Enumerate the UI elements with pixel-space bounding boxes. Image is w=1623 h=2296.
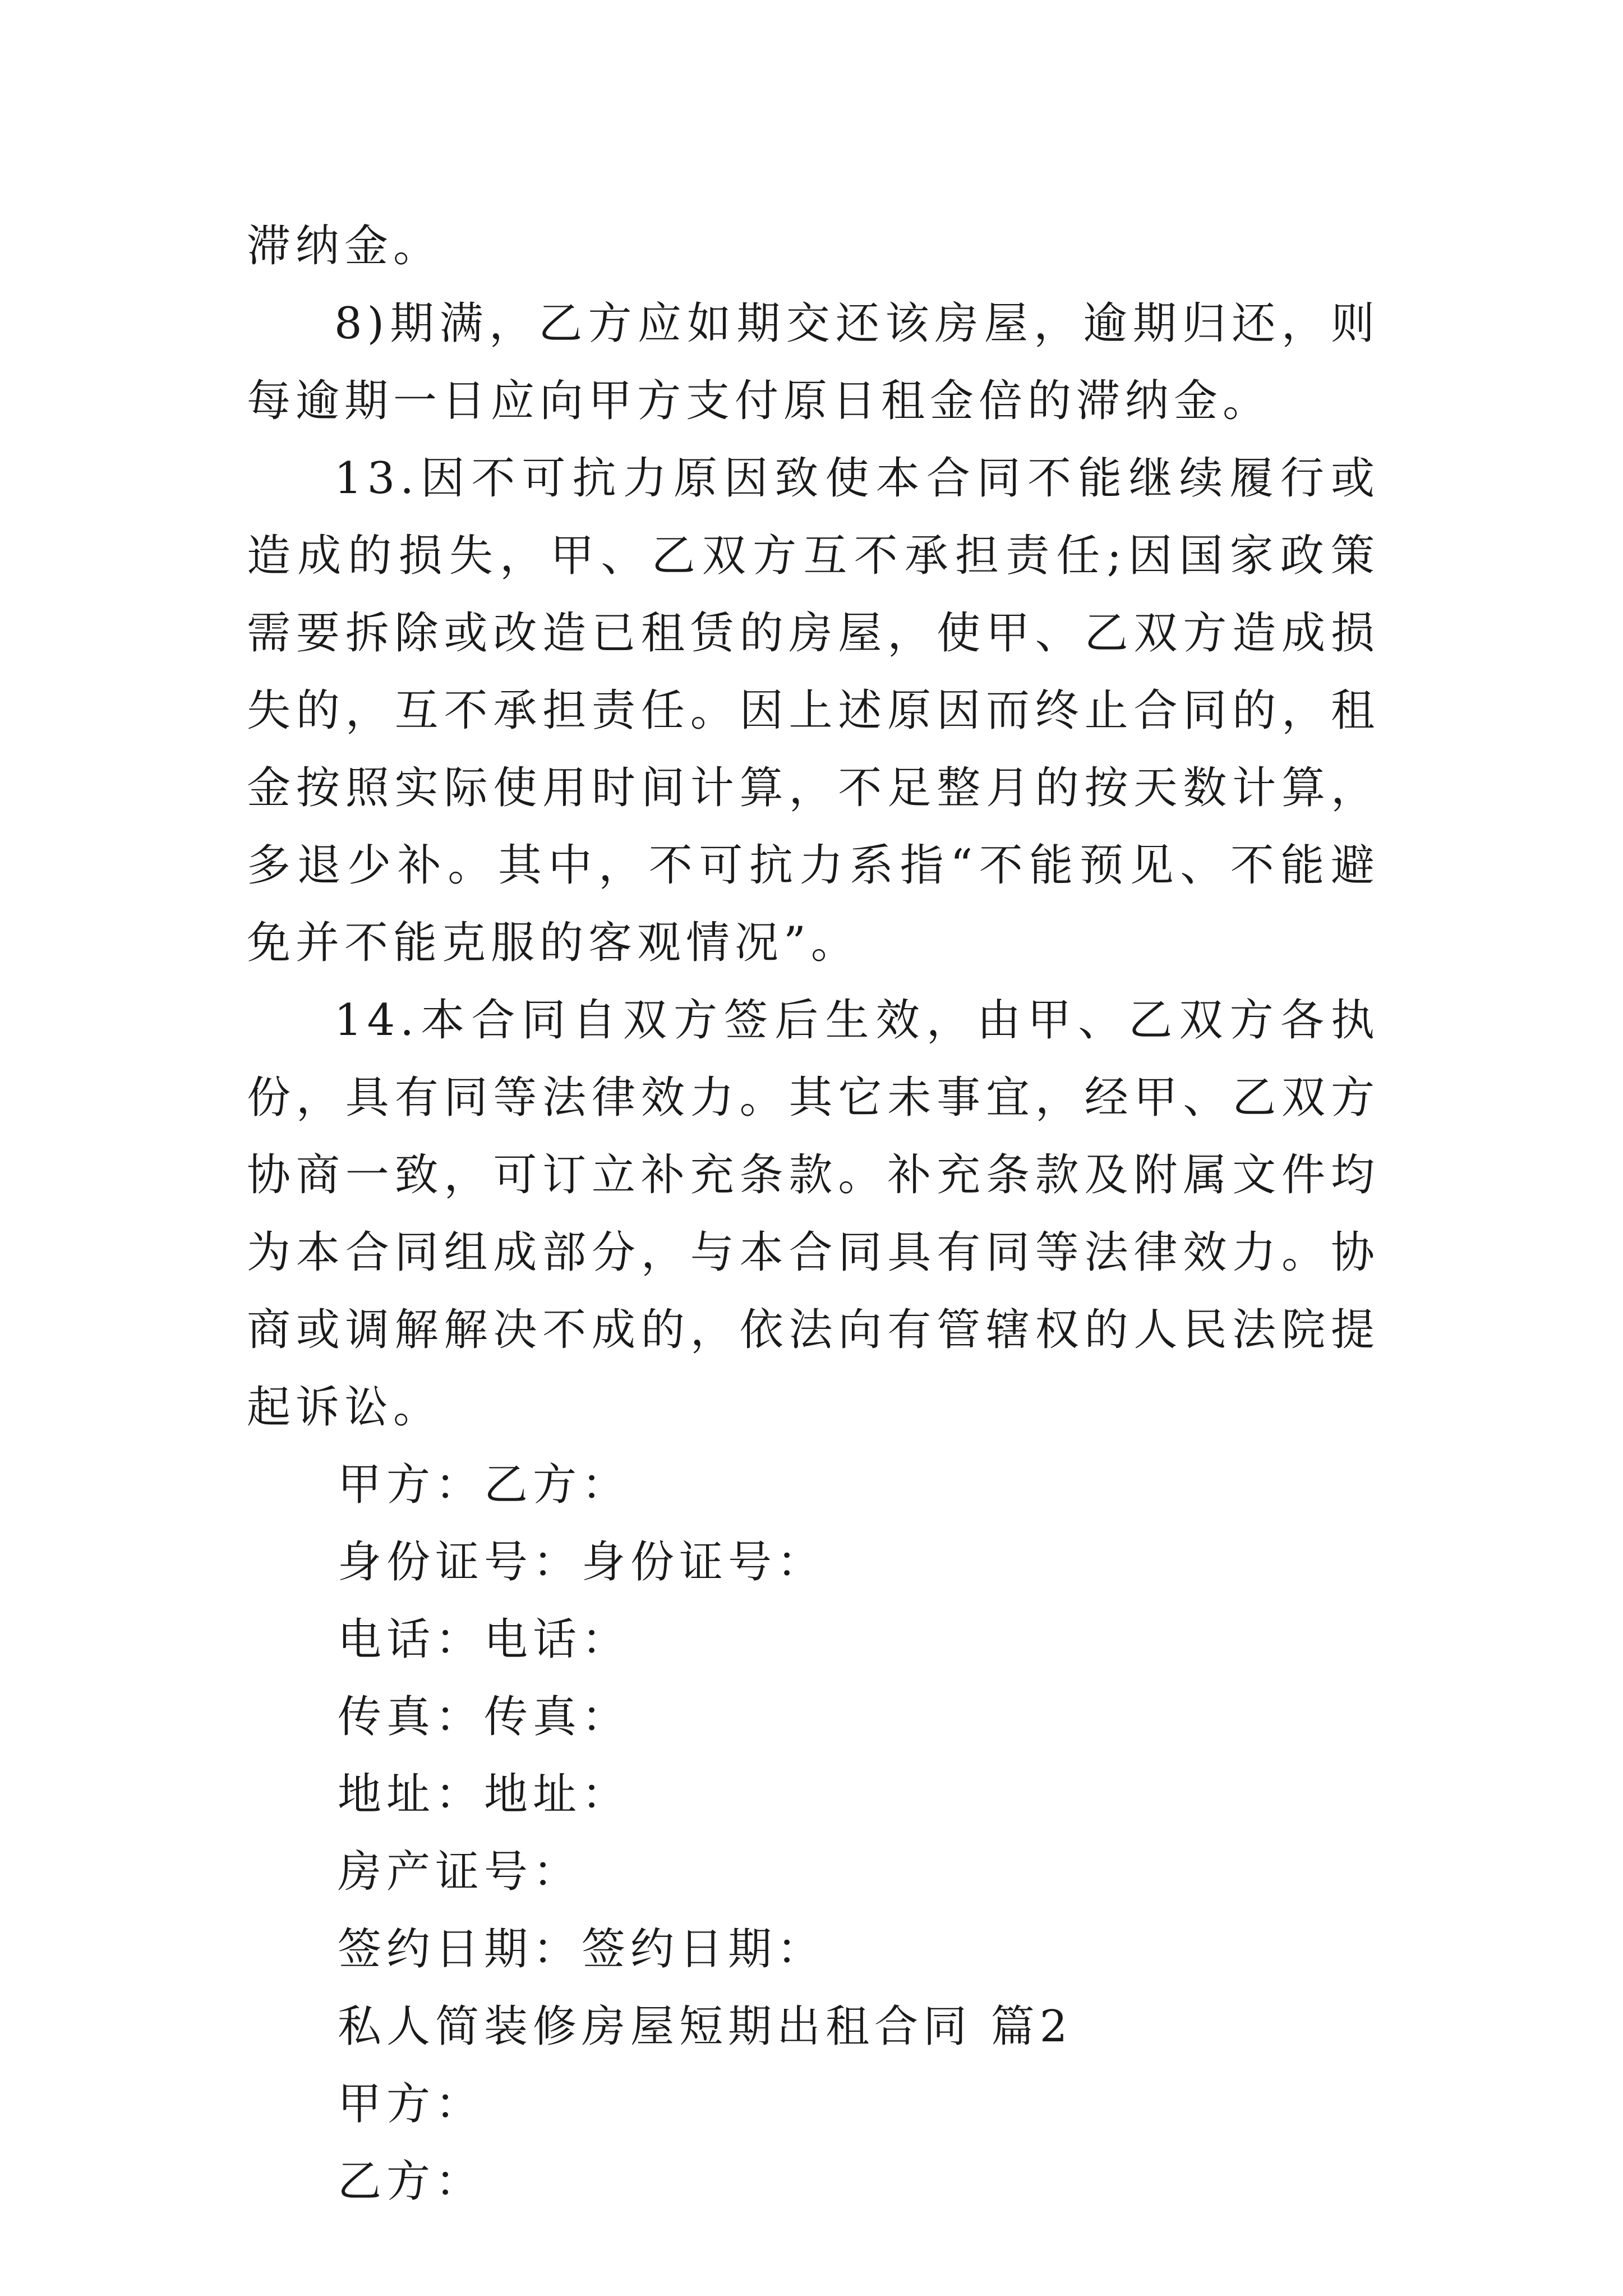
signature-line-id-number: 身份证号：身份证号：	[338, 1537, 826, 1588]
signature-line-address: 地址：地址：	[338, 1769, 631, 1820]
signature-line-phone: 电话：电话：	[338, 1614, 631, 1665]
party-a-line: 甲方：	[338, 2079, 485, 2129]
signature-line-parties: 甲方：乙方：	[338, 1460, 631, 1510]
section-title: 私人简装修房屋短期出租合同 篇2	[338, 2001, 1073, 2052]
paragraph-late-fee-continuation: 滞纳金。	[247, 221, 442, 272]
party-b-line: 乙方：	[338, 2156, 485, 2207]
signature-line-fax: 传真：传真：	[338, 1692, 631, 1742]
paragraph-clause-8: 8)期满，乙方应如期交还该房屋，逾期归还，则每逾期一日应向甲方支付原日租金倍的滞纳金。	[247, 298, 1380, 426]
document-body	[247, 208, 1380, 2220]
signature-line-property-cert: 房产证号：	[338, 1847, 582, 1897]
paragraph-clause-14: 14.本合同自双方签后生效，由甲、乙双方各执份，具有同等法律效力。其它未事宜，经甲、乙双方协商一致，可订立补充条款。补充条款及附属文件均为本合同组成部分，与本合同具有同等法律效力。协商或调解解决不成的，依法向有管辖权的人民法院提起诉讼。	[247, 995, 1380, 1433]
paragraph-clause-13: 13.因不可抗力原因致使本合同不能继续履行或造成的损失，甲、乙双方互不承担责任;因国家政策需要拆除或改造已租赁的房屋，使甲、乙双方造成损失的，互不承担责任。因上述原因而终止合同的，租金按照实际使用时间计算，不足整月的按天数计算，多退少补。其中，不可抗力系指“不能预见、不能避免并不能克服的客观情况”。	[247, 453, 1380, 968]
signature-line-sign-date: 签约日期：签约日期：	[338, 1924, 826, 1975]
